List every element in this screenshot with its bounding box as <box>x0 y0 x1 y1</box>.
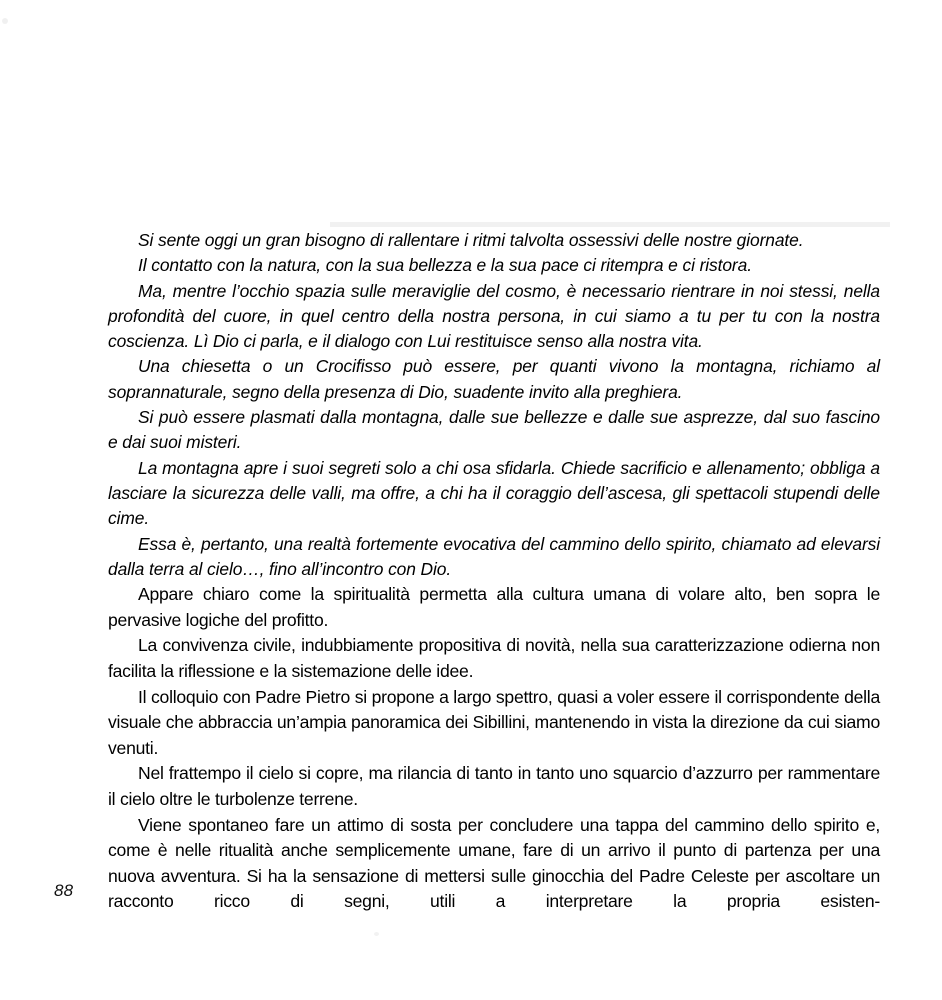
paragraph-roman-4: Nel frattempo il cielo si copre, ma rilancia di tanto in tanto uno squarcio d’azzurro per rammentare il cielo oltre le turbolenze terrene. <box>108 763 880 809</box>
paragraph-roman-5: Viene spontaneo fare un attimo di sosta per concludere una tappa del cammino dello spirito e, come è nelle ritualità anche semplicemente umane, fare di un arrivo il punto di partenza per una nuova avventura. Si ha la sensazione di mettersi sulle ginocchia del Padre Celeste per ascoltare un racconto ricco di segni, utili a interpretare la propria esisten- <box>108 814 880 912</box>
paragraph-italic-2: Il contatto con la natura, con la sua bellezza e la sua pace ci ritempra e ci ristora. <box>138 255 752 276</box>
paragraph-italic-3: Ma, mentre l’occhio spazia sulle meraviglie del cosmo, è necessario rientrare in noi stessi, nella profondità del cuore, in quel centro della nostra persona, in cui siamo a tu per tu con la nostra coscienza. Lì Dio ci parla, e il dialogo con Lui restituisce senso alla nostra vita. <box>108 280 880 352</box>
scan-speckle-artifact <box>330 222 890 227</box>
paragraph-roman-2: La convivenza civile, indubbiamente propositiva di novità, nella sua caratterizzazione odierna non facilita la riflessione e la sistemazione delle idee. <box>108 635 880 681</box>
paragraph-italic-4: Una chiesetta o un Crocifisso può essere, per quanti vivono la montagna, richiamo al soprannaturale, segno della presenza di Dio, suadente invito alla preghiera. <box>108 356 880 402</box>
paragraph-italic-5: Si può essere plasmati dalla montagna, dalle sue bellezze e dalle sue asprezze, dal suo fascino e dai suoi misteri. <box>108 407 880 453</box>
paragraph-italic-6: La montagna apre i suoi segreti solo a chi osa sfidarla. Chiede sacrificio e allenamento; obbliga a lasciare la sicurezza delle valli, ma offre, a chi ha il coraggio dell’ascesa, gli spettacoli stupendi delle cime. <box>108 457 880 529</box>
paragraph-italic-1: Si sente oggi un gran bisogno di rallentare i ritmi talvolta ossessivi delle nostre giornate. <box>138 230 804 250</box>
paragraph-italic-7: Essa è, pertanto, una realtà fortemente evocativa del cammino dello spirito, chiamato ad elevarsi dalla terra al cielo…, fino all’incontro con Dio. <box>108 533 880 579</box>
page-text-body <box>108 228 880 940</box>
scan-speckle-artifact-corner <box>2 18 8 24</box>
page-number: 88 <box>54 881 74 900</box>
paragraph-roman-1: Appare chiaro come la spiritualità permetta alla cultura umana di volare alto, ben sopra le pervasive logiche del profitto. <box>108 584 880 630</box>
paragraph-roman-3: Il colloquio con Padre Pietro si propone a largo spettro, quasi a voler essere il corrispondente della visuale che abbraccia un’ampia panoramica dei Sibillini, mantenendo in vista la direzione da cui siamo venuti. <box>108 686 880 758</box>
